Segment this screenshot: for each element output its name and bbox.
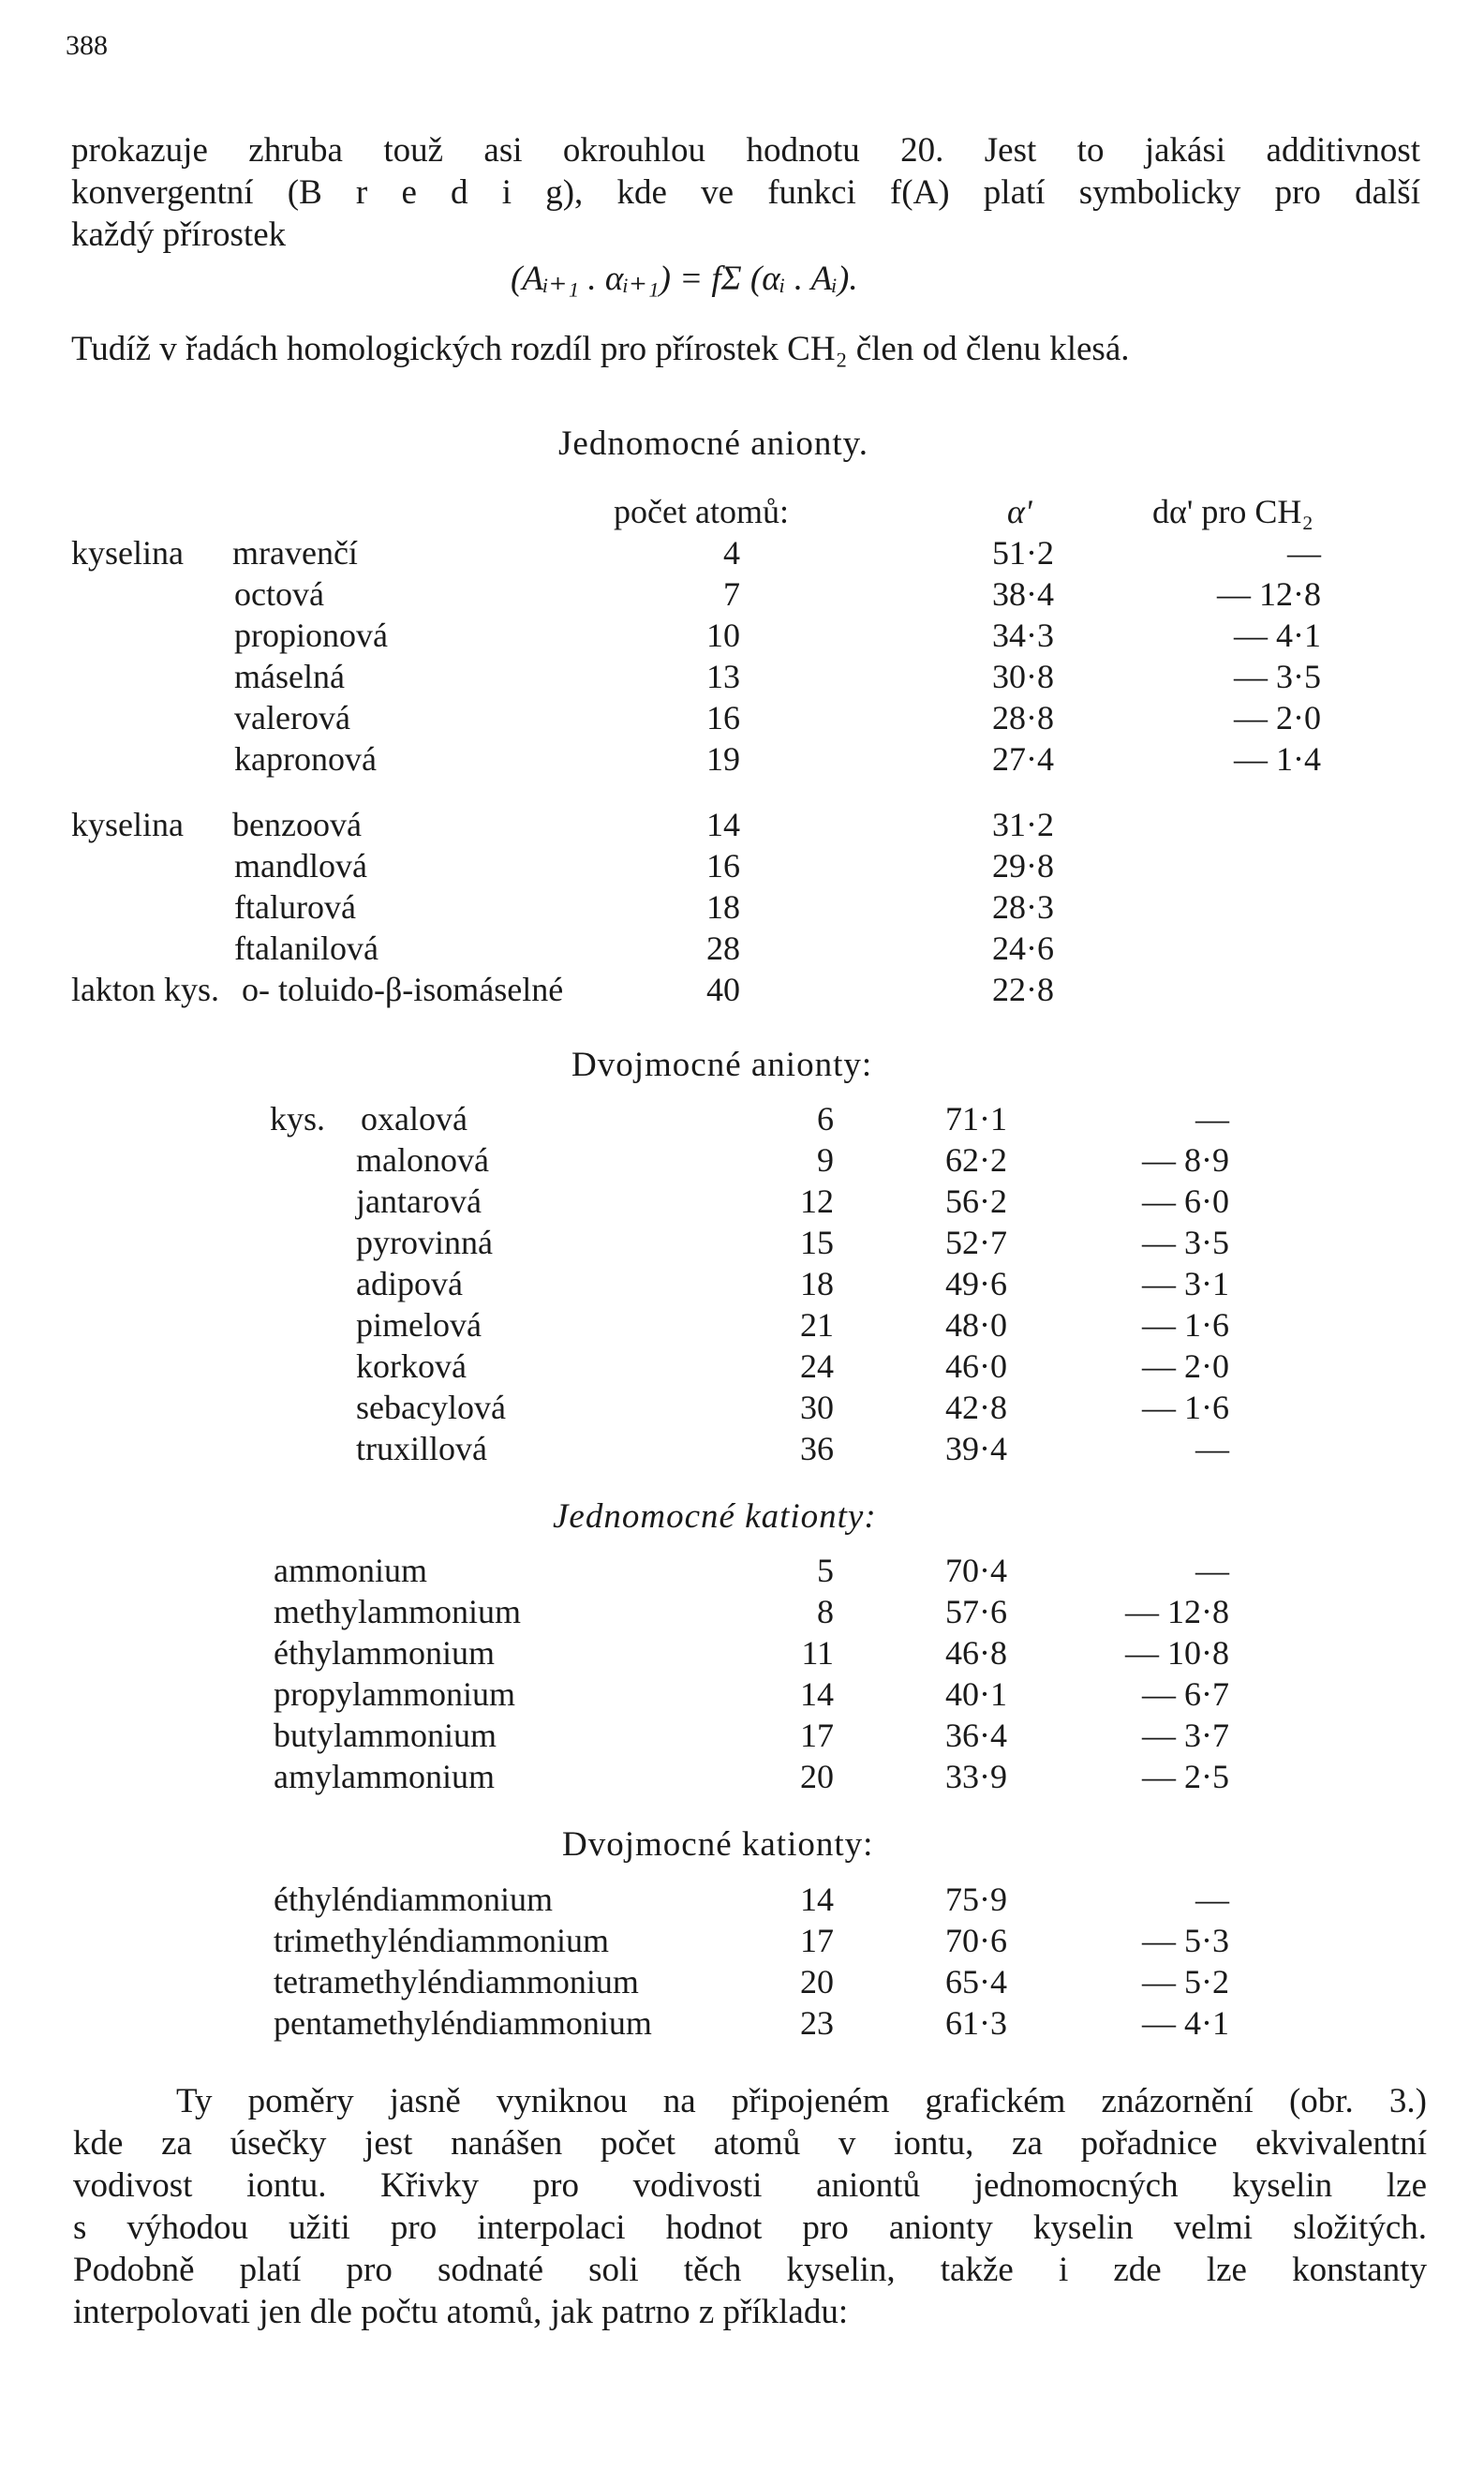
row-name: sebacylová <box>356 1389 506 1426</box>
row-name: korková <box>356 1347 467 1385</box>
row-name: benzoová <box>232 806 362 843</box>
closing-line-3: vodivost iontu. Křivky pro vodivosti aniontů jednomocných kyselin lze <box>73 2166 1427 2205</box>
row-alpha: 42·8 <box>945 1389 1007 1426</box>
row-delta: — 4·1 <box>1234 617 1321 654</box>
intro-line-3: každý přírostek <box>71 216 287 254</box>
row-atoms: 14 <box>800 1881 834 1918</box>
row-alpha: 36·4 <box>945 1717 1007 1754</box>
row-alpha: 71·1 <box>945 1100 1007 1138</box>
row-name: oxalová <box>361 1100 467 1138</box>
row-delta: — 8·9 <box>1142 1141 1229 1179</box>
row-atoms: 19 <box>706 740 740 778</box>
intro-line-1: prokazuje zhruba touž asi okrouhlou hodnotu 20. Jest to jakási additivnost <box>71 131 1420 170</box>
row-alpha: 22·8 <box>992 971 1054 1008</box>
row-name: kapronová <box>234 740 377 778</box>
section-title-mono-cations: Jednomocné kationty: <box>553 1497 877 1536</box>
row-delta: — 3·7 <box>1142 1717 1229 1754</box>
di-anion-prefix: kys. <box>270 1100 326 1138</box>
row-delta: — 1·4 <box>1234 740 1321 778</box>
row-atoms: 30 <box>800 1389 834 1426</box>
row-atoms: 23 <box>800 2004 834 2042</box>
row-delta: — <box>1195 1881 1229 1918</box>
row-name: mravenčí <box>232 534 358 572</box>
section-title-di-anions: Dvojmocné anionty: <box>571 1046 873 1084</box>
row-delta: — 2·5 <box>1142 1758 1229 1795</box>
row-atoms: 17 <box>800 1922 834 1959</box>
row-name: pimelová <box>356 1306 482 1344</box>
row-delta: — 3·5 <box>1234 658 1321 695</box>
row-name: ftalurová <box>234 888 356 926</box>
row-alpha: 51·2 <box>992 534 1054 572</box>
conclusion-paragraph <box>71 328 1420 370</box>
row-delta: — 5·3 <box>1142 1922 1229 1959</box>
row-alpha: 56·2 <box>945 1182 1007 1220</box>
row-name: o- toluido-β-isomáselné <box>242 971 564 1008</box>
row-name: truxillová <box>356 1430 487 1467</box>
row-delta: — <box>1195 1100 1229 1138</box>
row-atoms: 40 <box>706 971 740 1008</box>
row-delta: — 12·8 <box>1125 1593 1229 1630</box>
row-name: adipová <box>356 1265 463 1302</box>
row-delta: — <box>1195 1430 1229 1467</box>
row-delta: — 5·2 <box>1142 1963 1229 2000</box>
row-alpha: 52·7 <box>945 1224 1007 1261</box>
closing-line-4: s výhodou užiti pro interpolaci hodnot pro anionty kyselin velmi složitých. <box>73 2209 1427 2247</box>
row-atoms: 17 <box>800 1717 834 1754</box>
row-name: pyrovinná <box>356 1224 493 1261</box>
closing-line-6: interpolovati jen dle počtu atomů, jak patrno z příkladu: <box>73 2293 849 2331</box>
row-name: pentamethyléndiammonium <box>274 2004 652 2042</box>
row-delta: — 1·6 <box>1142 1306 1229 1344</box>
row-delta: — 2·0 <box>1234 699 1321 736</box>
conclusion-line: Tudíž v řadách homologických rozdíl pro přírostek CH₂ člen od členu klesá. <box>71 330 1130 368</box>
row-name: octová <box>234 575 324 613</box>
row-atoms: 12 <box>800 1182 834 1220</box>
row-atoms: 14 <box>800 1675 834 1713</box>
row-atoms: 13 <box>706 658 740 695</box>
row-alpha: 49·6 <box>945 1265 1007 1302</box>
row-atoms: 24 <box>800 1347 834 1385</box>
row-alpha: 30·8 <box>992 658 1054 695</box>
row-delta: — 4·1 <box>1142 2004 1229 2042</box>
row-delta: — 3·1 <box>1142 1265 1229 1302</box>
row-name: malonová <box>356 1141 489 1179</box>
row-name: ftalanilová <box>234 930 378 967</box>
closing-line-2: kde za úsečky jest nanášen počet atomů v iontu, za pořadnice ekvivalentní <box>73 2124 1427 2163</box>
row-alpha: 29·8 <box>992 847 1054 885</box>
row-delta: — 6·7 <box>1142 1675 1229 1713</box>
row-name: propionová <box>234 617 388 654</box>
row-atoms: 11 <box>801 1634 834 1672</box>
row-atoms: 20 <box>800 1963 834 2000</box>
row-atoms: 18 <box>800 1265 834 1302</box>
row-name: tetramethyléndiammonium <box>274 1963 639 2000</box>
row-alpha: 34·3 <box>992 617 1054 654</box>
row-delta: — 3·5 <box>1142 1224 1229 1261</box>
header-atoms: počet atomů: <box>614 493 789 530</box>
row-alpha: 70·6 <box>945 1922 1007 1959</box>
row-name: methylammonium <box>274 1593 521 1630</box>
row-alpha: 57·6 <box>945 1593 1007 1630</box>
row-delta: — 10·8 <box>1125 1634 1229 1672</box>
row-delta: — <box>1287 534 1321 572</box>
row-alpha: 48·0 <box>945 1306 1007 1344</box>
row-name: éthylammonium <box>274 1634 495 1672</box>
row-alpha: 46·8 <box>945 1634 1007 1672</box>
row-alpha: 28·3 <box>992 888 1054 926</box>
row-alpha: 27·4 <box>992 740 1054 778</box>
section-title-di-cations: Dvojmocné kationty: <box>562 1825 874 1864</box>
row-name: éthyléndiammonium <box>274 1881 553 1918</box>
row-prefix: kyselina <box>71 806 184 843</box>
intro-line-2: konvergentní (B r e d i g), kde ve funkci f(A) platí symbolicky pro další <box>71 173 1420 212</box>
row-atoms: 6 <box>817 1100 834 1138</box>
page-number: 388 <box>66 30 108 61</box>
row-atoms: 8 <box>817 1593 834 1630</box>
row-alpha: 62·2 <box>945 1141 1007 1179</box>
row-alpha: 33·9 <box>945 1758 1007 1795</box>
row-prefix: lakton kys. <box>71 971 219 1008</box>
closing-line-1: Ty poměry jasně vyniknou na připojeném grafickém znázornění (obr. 3.) <box>176 2082 1427 2120</box>
row-atoms: 5 <box>817 1552 834 1589</box>
row-delta: — 12·8 <box>1217 575 1321 613</box>
row-name: jantarová <box>356 1182 482 1220</box>
row-atoms: 18 <box>706 888 740 926</box>
row-alpha: 28·8 <box>992 699 1054 736</box>
row-name: amylammonium <box>274 1758 495 1795</box>
row-name: trimethyléndiammonium <box>274 1922 609 1959</box>
row-alpha: 46·0 <box>945 1347 1007 1385</box>
row-atoms: 21 <box>800 1306 834 1344</box>
row-alpha: 38·4 <box>992 575 1054 613</box>
row-delta: — 1·6 <box>1142 1389 1229 1426</box>
row-name: propylammonium <box>274 1675 515 1713</box>
row-alpha: 75·9 <box>945 1881 1007 1918</box>
row-alpha: 39·4 <box>945 1430 1007 1467</box>
row-atoms: 7 <box>723 575 740 613</box>
row-name: butylammonium <box>274 1717 497 1754</box>
row-name: ammonium <box>274 1552 427 1589</box>
formula: (Aᵢ₊₁ . αᵢ₊₁) = fΣ (αᵢ . Aᵢ). <box>511 260 858 298</box>
row-atoms: 28 <box>706 930 740 967</box>
row-atoms: 15 <box>800 1224 834 1261</box>
row-alpha: 40·1 <box>945 1675 1007 1713</box>
row-atoms: 14 <box>706 806 740 843</box>
row-atoms: 20 <box>800 1758 834 1795</box>
row-atoms: 9 <box>817 1141 834 1179</box>
row-delta: — 2·0 <box>1142 1347 1229 1385</box>
row-alpha: 70·4 <box>945 1552 1007 1589</box>
row-atoms: 36 <box>800 1430 834 1467</box>
row-alpha: 24·6 <box>992 930 1054 967</box>
closing-paragraph <box>73 2080 1427 2333</box>
row-name: máselná <box>234 658 345 695</box>
header-alpha: α' <box>1007 493 1032 530</box>
section-title-mono-anions: Jednomocné anionty. <box>558 424 869 463</box>
row-atoms: 16 <box>706 847 740 885</box>
row-delta: — 6·0 <box>1142 1182 1229 1220</box>
intro-paragraph <box>71 129 1420 256</box>
row-name: valerová <box>234 699 350 736</box>
row-delta: — <box>1195 1552 1229 1589</box>
row-atoms: 16 <box>706 699 740 736</box>
closing-line-5: Podobně platí pro sodnaté soli těch kyselin, takže i zde lze konstanty <box>73 2251 1427 2289</box>
row-name: mandlová <box>234 847 367 885</box>
row-alpha: 61·3 <box>945 2004 1007 2042</box>
row-prefix: kyselina <box>71 534 184 572</box>
row-alpha: 65·4 <box>945 1963 1007 2000</box>
row-atoms: 4 <box>723 534 740 572</box>
header-delta: dα' pro CH₂ <box>1152 493 1313 530</box>
row-atoms: 10 <box>706 617 740 654</box>
row-alpha: 31·2 <box>992 806 1054 843</box>
